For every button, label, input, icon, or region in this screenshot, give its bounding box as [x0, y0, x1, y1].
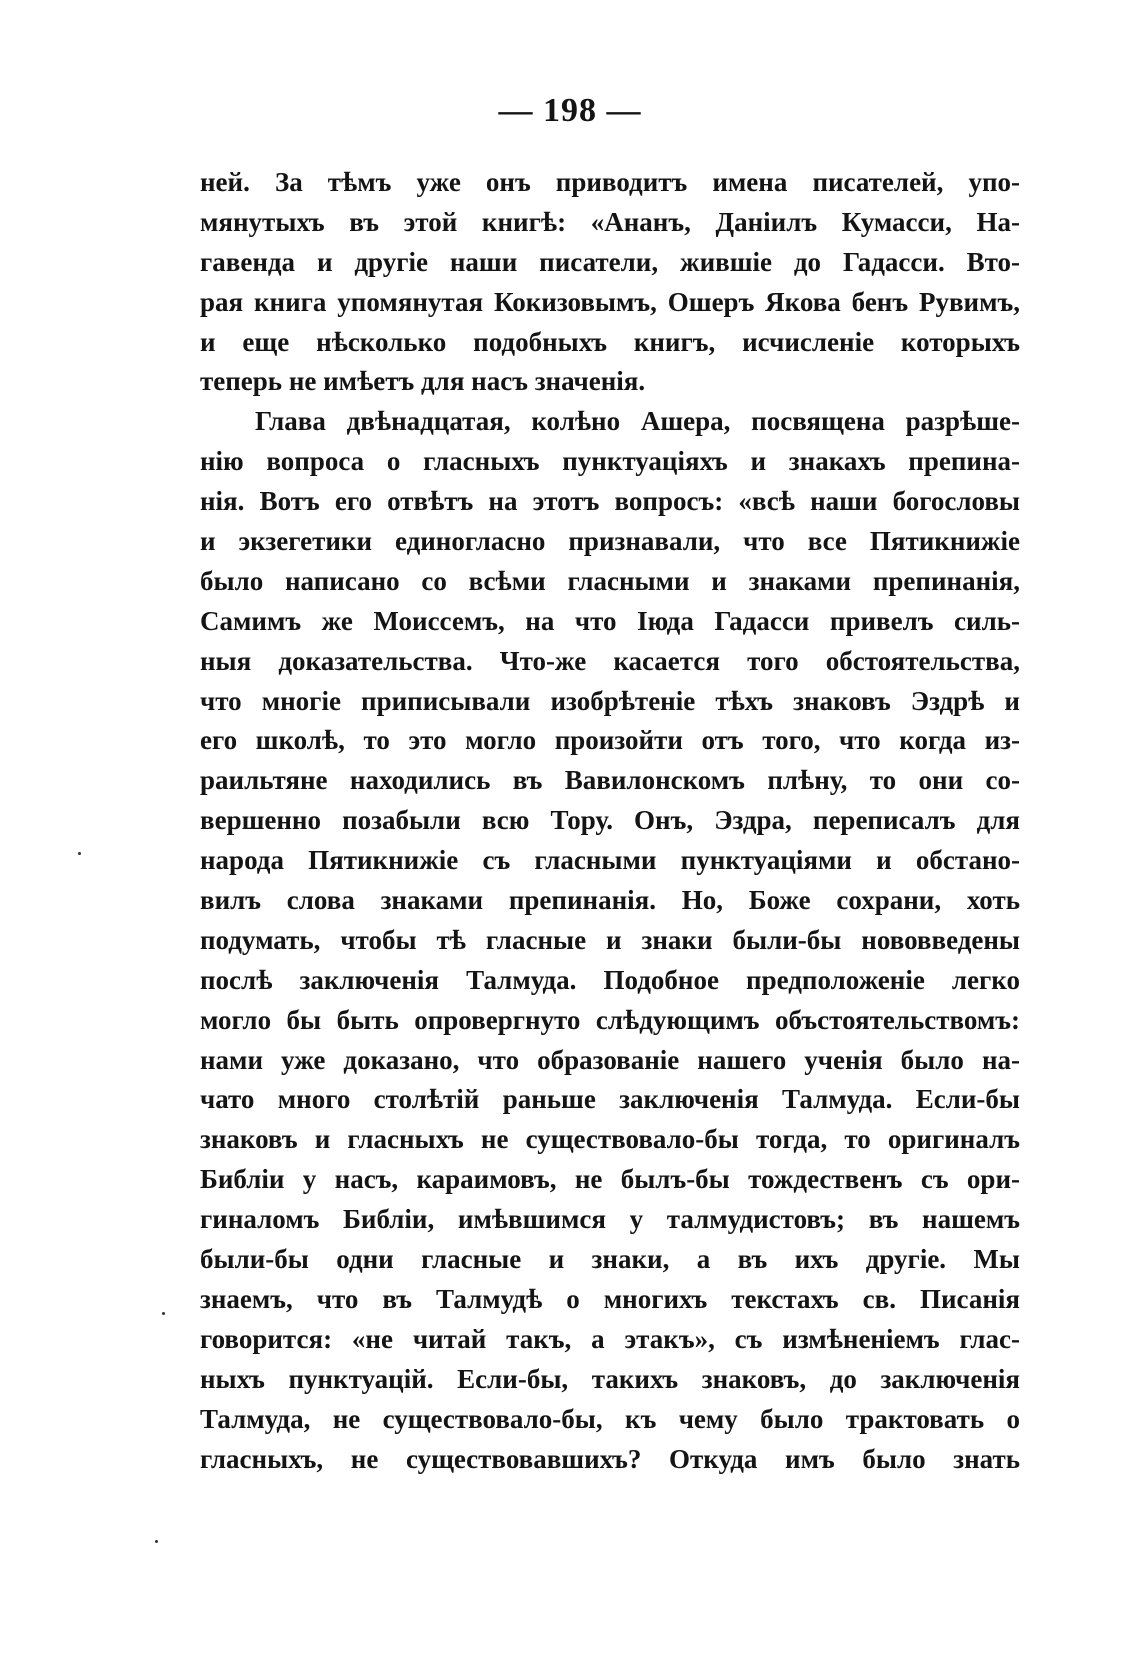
text-line: рая книга упомянутая Кокизовымъ, Ошеръ Якова бенъ Рувимъ, [200, 286, 1020, 317]
text-line: раильтяне находились въ Вавилонскомъ плѣну, то они со- [200, 765, 1020, 796]
text-line: знаемъ, что въ Талмудѣ о многихъ текстахъ св. Писанія [200, 1283, 1020, 1314]
text-line: народа Пятикнижіе съ гласными пунктуаціями и обстано- [200, 845, 1020, 876]
text-line: нію вопроса о гласныхъ пунктуаціяхъ и знакахъ препина- [200, 446, 1020, 477]
body-text [200, 163, 1020, 1479]
text-line: послѣ заключенія Талмуда. Подобное предположеніе легко [200, 964, 1020, 995]
text-line: подумать, чтобы тѣ гласные и знаки были-бы нововведены [200, 924, 1020, 955]
text-line: что многіе приписывали изобрѣтеніе тѣхъ знаковъ Эздрѣ и [200, 685, 1020, 716]
text-line: были-бы одни гласные и знаки, а въ ихъ другіе. Мы [200, 1244, 1020, 1275]
scan-speck [155, 1540, 158, 1543]
text-line: вилъ слова знаками препинанія. Но, Боже сохрани, хоть [200, 885, 1020, 916]
text-line: теперь не имѣетъ для насъ значенія. [200, 366, 646, 397]
text-line: Библіи у насъ, караимовъ, не былъ-бы тождественъ съ ори- [200, 1164, 1020, 1195]
text-line: и экзегетики единогласно признавали, что все Пятикнижіе [200, 526, 1020, 557]
text-line: гласныхъ, не существовавшихъ? Откуда имъ было знать [200, 1443, 1020, 1474]
text-line: и еще нѣсколько подобныхъ книгъ, исчисленіе которыхъ [200, 326, 1020, 357]
text-line: нія. Вотъ его отвѣтъ на этотъ вопросъ: «всѣ наши богословы [200, 486, 1020, 517]
text-line: гавенда и другіе наши писатели, жившіе до Гадасси. Вто- [200, 246, 1020, 277]
text-line: знаковъ и гласныхъ не существовало-бы тогда, то оригиналъ [200, 1124, 1020, 1155]
text-line: нами уже доказано, что образованіе нашего ученія было на- [200, 1044, 1020, 1075]
page-number: — 198 — [498, 92, 642, 129]
text-line: гиналомъ Библіи, имѣвшимся у талмудистовъ; въ нашемъ [200, 1204, 1020, 1235]
text-line: мянутыхъ въ этой книгѣ: «Ананъ, Даніилъ Кумасси, На- [200, 206, 1020, 237]
text-line: могло бы быть опровергнуто слѣдующимъ объстоятельствомъ: [200, 1004, 1020, 1035]
text-line: его школѣ, то это могло произойти отъ того, что когда из- [200, 725, 1020, 756]
text-line: ныя доказательства. Что-же касается того обстоятельства, [200, 645, 1020, 676]
text-line: говорится: «не читай такъ, а этакъ», съ измѣненіемъ глас- [200, 1323, 1020, 1354]
scan-speck [162, 1312, 165, 1315]
text-line: Талмуда, не существовало-бы, къ чему было трактовать о [200, 1403, 1020, 1434]
text-line: ныхъ пунктуацій. Если-бы, такихъ знаковъ, до заключенія [200, 1363, 1020, 1394]
text-line: Самимъ же Моиссемъ, на что Іюда Гадасси привелъ силь- [200, 605, 1020, 636]
text-line: вершенно позабыли всю Тору. Онъ, Эздра, переписалъ для [200, 805, 1020, 836]
text-line: было написано со всѣми гласными и знаками препинанія, [200, 565, 1020, 596]
text-line: ней. За тѣмъ уже онъ приводитъ имена писателей, упо- [200, 167, 1020, 197]
paragraph-first-line: Глава двѣнадцатая, колѣно Ашера, посвящена разрѣше- [255, 406, 1020, 437]
scan-speck [78, 852, 81, 855]
text-line: чато много столѣтій раньше заключенія Талмуда. Если-бы [200, 1084, 1020, 1115]
